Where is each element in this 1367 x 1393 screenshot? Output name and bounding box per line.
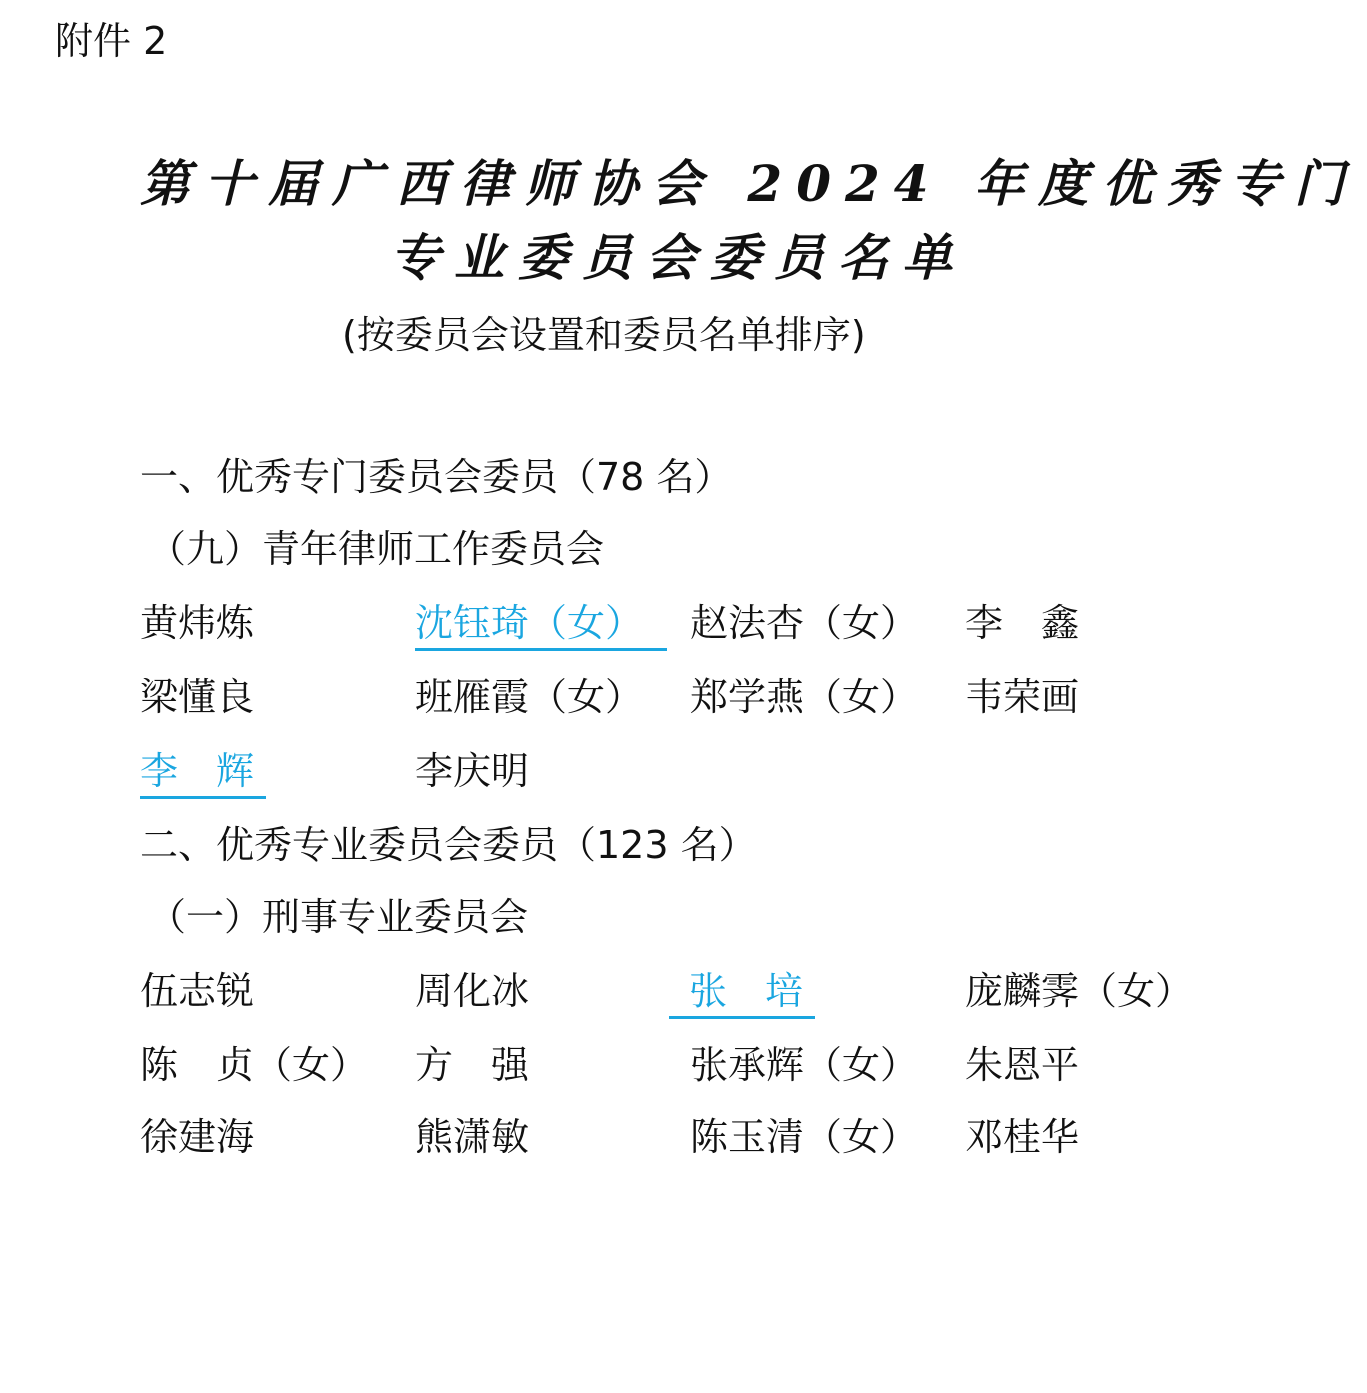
member-name: 邓桂华: [965, 1115, 1080, 1159]
section2-committee: （一）刑事专业委员会: [148, 895, 529, 939]
section2-heading: 二、优秀专业委员会委员（123 名）: [140, 823, 757, 867]
member-name: 朱恩平: [965, 1043, 1080, 1087]
document-subtitle: (按委员会设置和委员名单排序): [342, 313, 866, 357]
member-name: 陈 贞（女）: [140, 1043, 369, 1087]
member-name: 方 强: [415, 1043, 530, 1087]
attachment-label: 附件 2: [55, 19, 168, 63]
member-name: 伍志锐: [140, 969, 255, 1013]
member-name: 李庆明: [415, 749, 530, 793]
member-name: 班雁霞（女）: [415, 675, 644, 719]
member-name: 陈玉清（女）: [690, 1115, 919, 1159]
member-name-link[interactable]: 张 培: [669, 966, 815, 1019]
member-name: 郑学燕（女）: [690, 675, 919, 719]
member-name-link[interactable]: 沈钰琦（女）: [415, 598, 667, 651]
member-name-link[interactable]: 李 辉: [140, 746, 266, 799]
member-name: 张承辉（女）: [690, 1043, 919, 1087]
member-name: 庞麟霁（女）: [965, 969, 1194, 1013]
member-name: 徐建海: [140, 1115, 255, 1159]
member-name: 赵法杏（女）: [690, 601, 919, 645]
document-title-line1: 第十届广西律师协会 2024 年度优秀专门: [140, 154, 1358, 213]
section1-committee: （九）青年律师工作委员会: [148, 527, 605, 571]
member-name: 梁懂良: [140, 675, 255, 719]
section1-heading: 一、优秀专门委员会委员（78 名）: [140, 455, 733, 499]
document-title-line2: 专业委员会委员名单: [390, 228, 966, 287]
member-name: 熊潇敏: [415, 1115, 530, 1159]
member-name: 李 鑫: [965, 601, 1080, 645]
member-name: 韦荣画: [965, 675, 1080, 719]
member-name: 黄炜炼: [140, 601, 255, 645]
member-name: 周化冰: [415, 969, 530, 1013]
